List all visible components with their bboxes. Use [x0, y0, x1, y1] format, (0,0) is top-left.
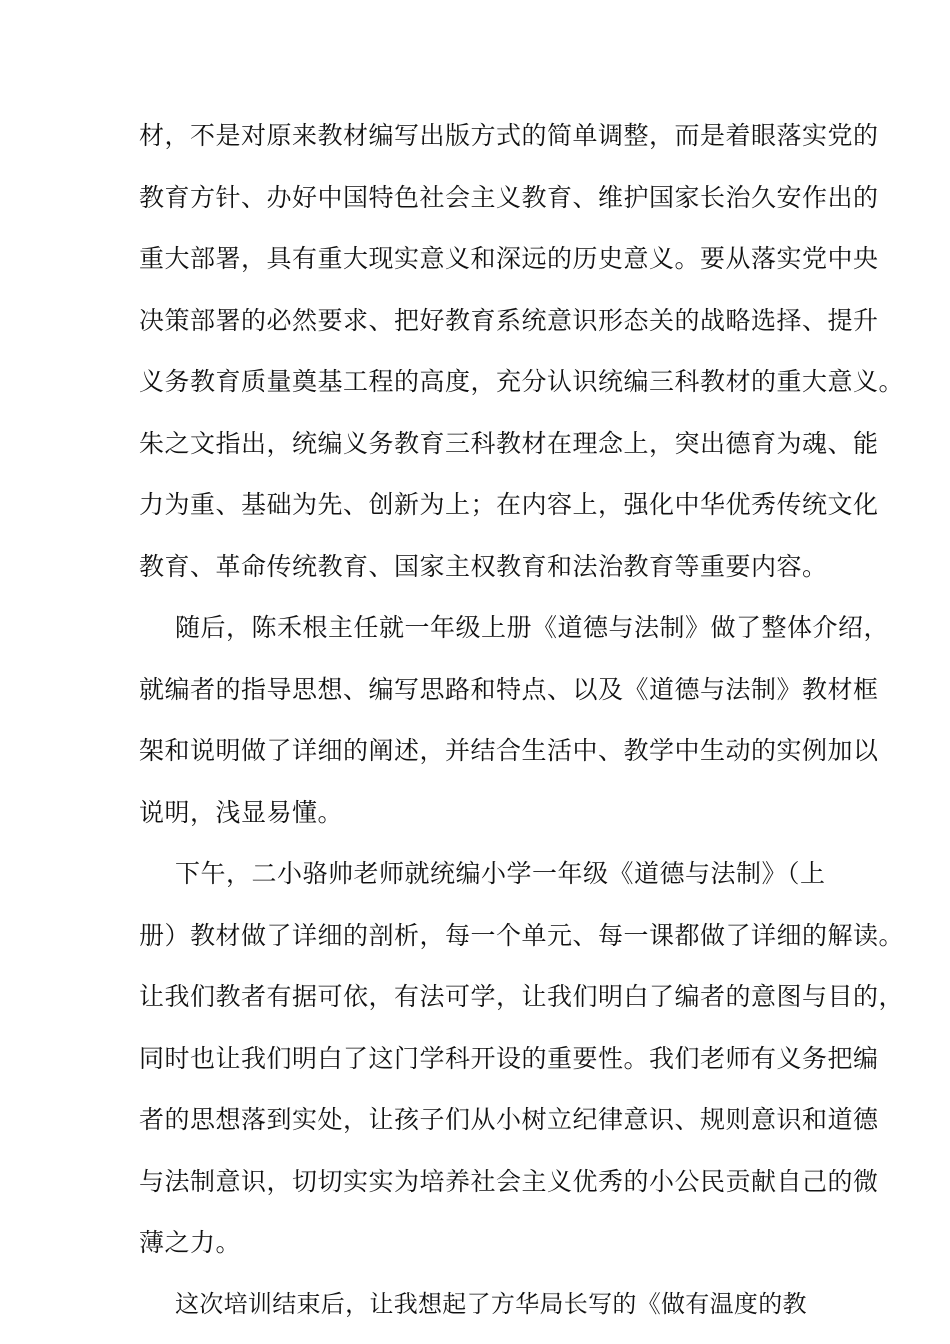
text-line: 义务教育质量奠基工程的高度，充分认识统编三科教材的重大意义。: [139, 367, 905, 396]
text-line: 薄之力。: [139, 1228, 242, 1257]
text-line: 让我们教者有据可依，有法可学，让我们明白了编者的意图与目的，: [139, 982, 905, 1011]
text-line: 重大部署，具有重大现实意义和深远的历史意义。要从落实党中央: [139, 244, 879, 273]
text-line: 随后，陈禾根主任就一年级上册《道德与法制》做了整体介绍，: [175, 613, 890, 642]
text-line: 者的思想落到实处，让孩子们从小树立纪律意识、规则意识和道德: [139, 1105, 879, 1134]
text-line: 同时也让我们明白了这门学科开设的重要性。我们老师有义务把编: [139, 1044, 879, 1073]
text-line: 决策部署的必然要求、把好教育系统意识形态关的战略选择、提升: [139, 306, 879, 335]
text-line: 朱之文指出，统编义务教育三科教材在理念上，突出德育为魂、能: [139, 429, 879, 458]
text-line: 力为重、基础为先、创新为上；在内容上，强化中华优秀传统文化: [139, 490, 879, 519]
text-line: 教育方针、办好中国特色社会主义教育、维护国家长治久安作出的: [139, 183, 879, 212]
text-line: 教育、革命传统教育、国家主权教育和法治教育等重要内容。: [139, 552, 828, 581]
text-line: 册）教材做了详细的剖析，每一个单元、每一课都做了详细的解读。: [139, 921, 905, 950]
text-line: 材，不是对原来教材编写出版方式的简单调整，而是着眼落实党的: [139, 121, 879, 150]
text-line: 就编者的指导思想、编写思路和特点、以及《道德与法制》教材框: [139, 675, 879, 704]
text-line: 说明，浅显易懂。: [139, 798, 344, 827]
text-line: 与法制意识，切切实实为培养社会主义优秀的小公民贡献自己的微: [139, 1167, 879, 1196]
text-line: 下午，二小骆帅老师就统编小学一年级《道德与法制》（上: [175, 859, 826, 888]
text-line: 这次培训结束后，让我想起了方华局长写的《做有温度的教: [175, 1290, 807, 1318]
text-line: 架和说明做了详细的阐述，并结合生活中、教学中生动的实例加以: [139, 736, 879, 765]
